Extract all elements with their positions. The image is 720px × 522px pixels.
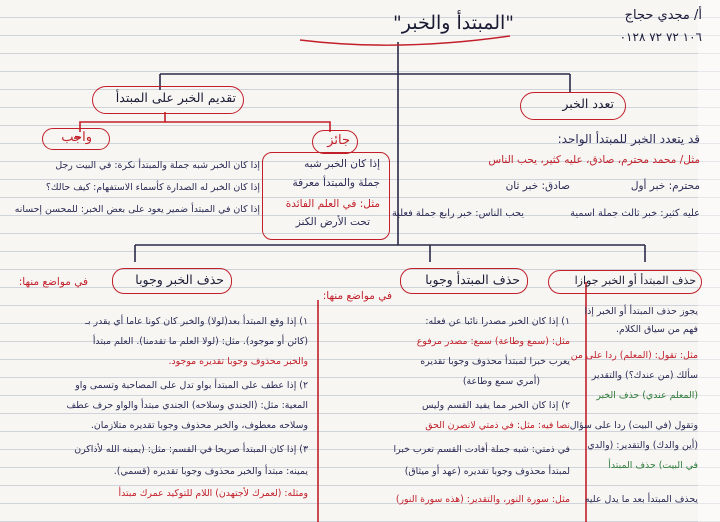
col-right-line-1: يجوز حذف المبتدأ أو الخبر إذا — [584, 306, 698, 317]
branch-taadud: تعدد الخبر — [562, 96, 614, 111]
author-name: أ/ مجدي حجاج — [624, 8, 702, 23]
wajib-line-3: إذا كان في المبتدأ ضمير يعود على بعض الخبر: للمحسن إحسانه — [14, 204, 260, 215]
jaiz-line-3: مثل: في العلم الفائدة — [285, 198, 380, 210]
col-mid-line-1: ١) إذا كان الخبر مصدرا نائبا عن فعله: — [425, 316, 570, 327]
col-left-line-1: ١) إذا وقع المبتدأ بعد(لولا) والخبر كان كونا عاما أي يقدر بـ — [85, 316, 308, 327]
col-right-line-8: في البيت) حذف المبتدأ — [608, 460, 698, 471]
jaiz-line-4: تحت الأرض الكنز — [295, 216, 370, 228]
col-right-line-3: مثل: تقول: (المعلم) ردا على من — [570, 350, 698, 361]
col-left-line-8: يمينه: مبتدأ والخبر محذوف وجوبا تقديره (قسمي). — [113, 466, 308, 477]
author-phone: ١٠٦ ٧٢ ٧٢ ٠١٢٨ — [619, 30, 702, 44]
col-mid-line-4: (أمري سمع وطاعة) — [462, 376, 540, 387]
taadud-line-4b: يحب الناس: خبر رابع جملة فعلية — [391, 208, 524, 219]
col-left-line-2: (كائن أو موجود). مثل: (لولا العلم ما تقدمنا). العلم مبتدأ — [92, 336, 308, 347]
col-left-line-3: والخبر محذوف وجوبا تقديره موجود. — [168, 356, 308, 367]
taadud-line-3a: محترم: خبر أول — [630, 180, 700, 192]
col-mid-line-7: في ذمتي: شبه جملة أفادت القسم تعرب خبرا — [393, 444, 570, 455]
col-right-line-2: فهم من سياق الكلام. — [616, 324, 698, 335]
taadud-line-1: قد يتعدد الخبر للمبتدأ الواحد: — [557, 132, 700, 146]
branch-jaiz: جائز — [327, 133, 350, 148]
page-title: "المبتدأ والخبر" — [392, 12, 514, 34]
hadhf-khabar-title: حذف الخبر وجوبا — [135, 272, 224, 287]
jaiz-line-1: إذا كان الخبر شبه — [304, 158, 380, 170]
taadud-line-3b: صادق: خبر ثان — [505, 180, 570, 192]
col-mid-line-8: لمبتدأ محذوف وجوبا تقديره (عهد أو ميثاق) — [404, 466, 570, 477]
hadhf-khabar-note: في مواضع منها: — [18, 276, 88, 288]
col-right-line-7: (أين والدك) والتقدير: (والدي — [587, 440, 698, 451]
col-left-line-4: ٢) إذا عطف على المبتدأ بواو تدل على المصاحبة وتسمى واو — [75, 380, 308, 391]
branch-wajib: واجب — [61, 130, 92, 145]
taadud-line-2: مثل/ محمد محترم، صادق، عليه كثير، يحب الناس — [488, 154, 700, 166]
col-left-line-9: ومثله: (لعمرك لأجتهدن) اللام للتوكيد عمرك مبتدأ — [118, 488, 308, 499]
hadhf-mubtada-title: حذف المبتدأ وجوبا — [425, 272, 520, 287]
jaiz-line-2: جملة والمبتدأ معرفة — [292, 177, 380, 189]
col-mid-line-9: مثل: سورة النور، والتقدير: (هذه سورة النور) — [395, 494, 570, 505]
col-right-line-9: يحذف المبتدأ بعد ما يدل عليه — [584, 494, 698, 505]
col-left-line-7: ٣) إذا كان المبتدأ صريحا في القسم: مثل: (يمينه الله لأذاكرن — [74, 444, 308, 455]
col-right-line-6: وتقول (في البيت) ردا على سؤال — [569, 420, 698, 431]
col-mid-line-3: يعرب خبرا لمبتدأ محذوف وجوبا تقديره — [420, 356, 570, 367]
col-right-line-4: سألك (من عندك؟) والتقدير — [591, 370, 698, 381]
col-right-line-5: (المعلم عندي) حذف الخبر — [596, 390, 698, 401]
taadud-line-4a: عليه كثير: خبر ثالث جملة اسمية — [570, 208, 700, 219]
hadhf-mubtada-note: في مواضع منها: — [322, 290, 392, 302]
wajib-line-2: إذا كان الخبر له الصدارة كأسماء الاستفهام: كيف حالك؟ — [45, 182, 260, 193]
wajib-line-1: إذا كان الخبر شبه جملة والمبتدأ نكرة: في البيت رجل — [55, 160, 260, 171]
branch-taqdim: تقديم الخبر على المبتدأ — [115, 90, 236, 105]
col-mid-line-2: مثل: (سمع وطاعة) سمع: مصدر مرفوع — [416, 336, 570, 347]
col-left-line-5: المعية: مثل: (الجندي وسلاحه) الجندي مبتدأ والواو حرف عطف — [66, 400, 308, 411]
col-left-line-6: وسلاحه معطوف، والخبر محذوف وجوبا تقديره متلازمان. — [90, 420, 308, 431]
col-mid-line-6: نصا فيه: مثل: في ذمتي لانصرن الحق — [425, 420, 570, 431]
hadhf-both-title: حذف المبتدأ أو الخبر جوازا — [574, 274, 696, 287]
col-mid-line-5: ٢) إذا كان الخبر مما يفيد القسم وليس — [421, 400, 570, 411]
